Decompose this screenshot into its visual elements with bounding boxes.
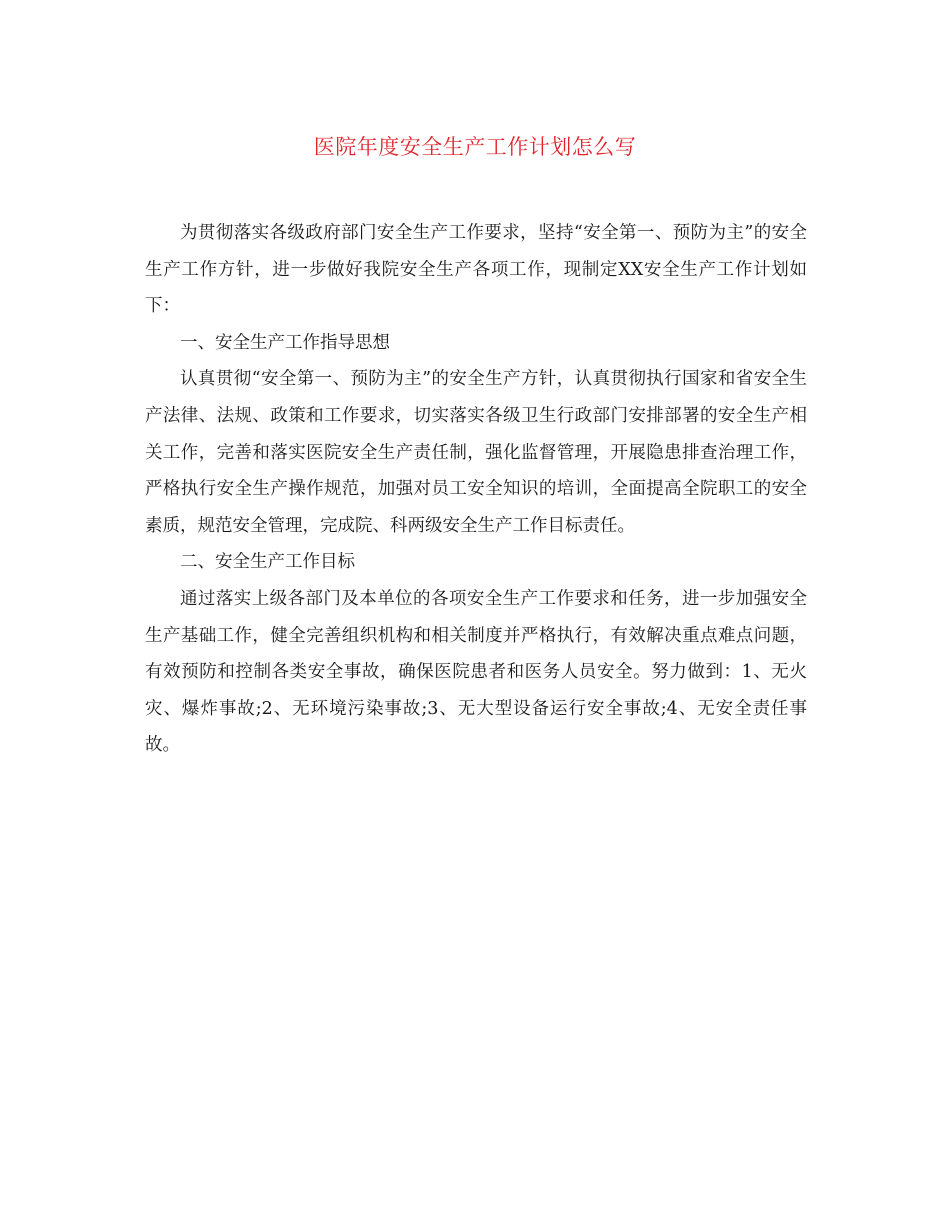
guiding-ideology-paragraph: 认真贯彻“安全第一、预防为主”的安全生产方针，认真贯彻执行国家和省安全生产法律、法规、政策和工作要求，切实落实各级卫生行政部门安排部署的安全生产相关工作，完善和落实医院安全生产责任制，强化监督管理，开展隐患排查治理工作，严格执行安全生产操作规范，加强对员工安全知识的培训，全面提高全院职工的安全素质，规范安全管理，完成院、科两级安全生产工作目标责任。: [145, 369, 807, 536]
intro-paragraph: 为贯彻落实各级政府部门安全生产工作要求，坚持“安全第一、预防为主”的安全生产工作方针，进一步做好我院安全生产各项工作，现制定XX安全生产工作计划如下：: [145, 223, 807, 317]
section-heading-guiding-ideology: 一、安全生产工作指导思想: [180, 332, 390, 353]
section-heading-work-goals: 二、安全生产工作目标: [180, 552, 355, 573]
document-title: 医院年度安全生产工作计划怎么写: [313, 135, 637, 159]
document-body: [145, 215, 807, 764]
work-goals-paragraph: 通过落实上级各部门及本单位的各项安全生产工作要求和任务，进一步加强安全生产基础工作，健全完善组织机构和相关制度并严格执行，有效解决重点难点问题，有效预防和控制各类安全事故，确保医院患者和医务人员安全。努力做到：1、无火灾、爆炸事故;2、无环境污染事故;3、无大型设备运行安全事故;4、无安全责任事故。: [145, 588, 807, 756]
